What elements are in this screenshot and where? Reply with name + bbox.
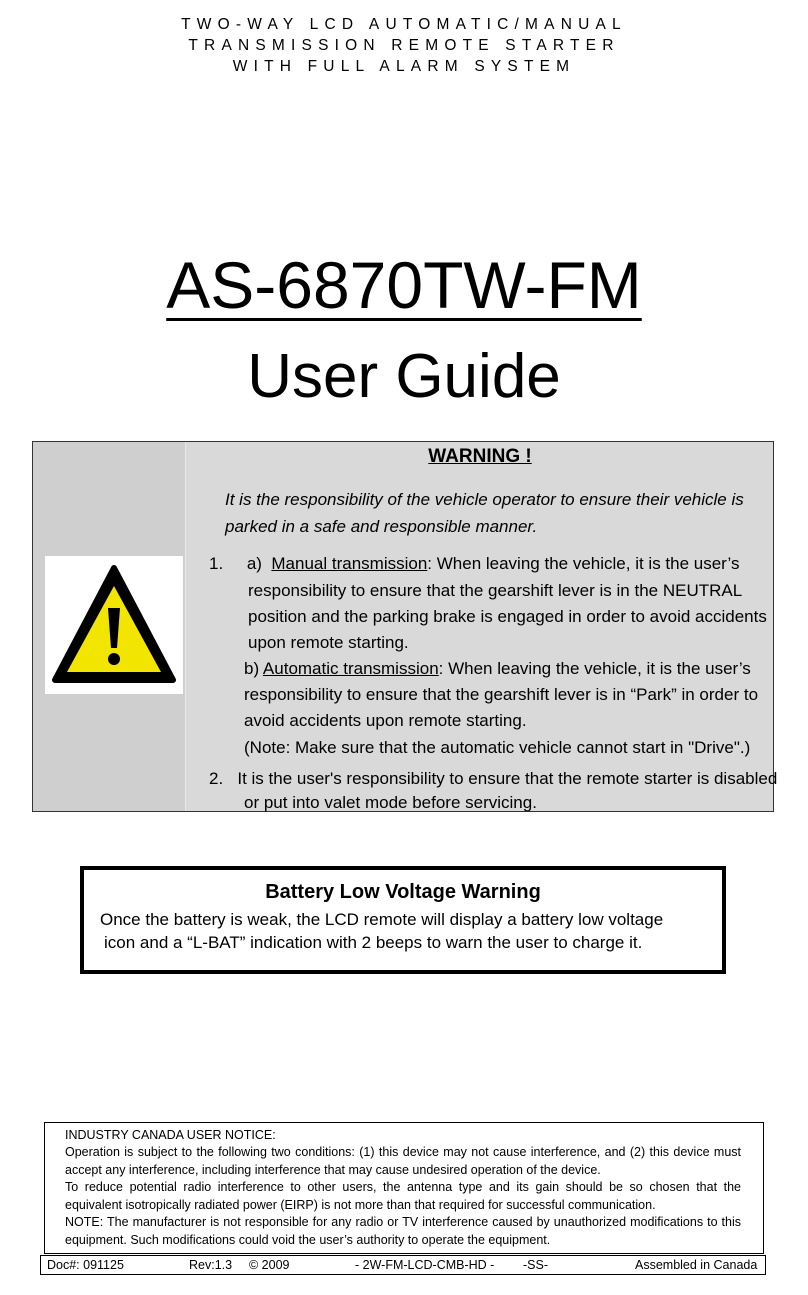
item1b-prefix: b) <box>244 659 260 678</box>
item1-line1 <box>209 550 739 577</box>
item1a-text-4: upon remote starting. <box>248 633 409 652</box>
industry-notice-body <box>65 1144 741 1250</box>
warning-box <box>32 441 778 812</box>
header-line-3: WITH FULL ALARM SYSTEM <box>232 58 576 75</box>
industry-canada-notice <box>44 1122 764 1254</box>
industry-notice-paragraph-1: Operation is subject to the following two conditions: (1) this device may not cause interference, and (2) this device must accept any interference, including interference that may cause undesired operation of the device. <box>65 1145 741 1177</box>
item1-number: 1. <box>209 554 224 573</box>
industry-notice-heading: INDUSTRY CANADA USER NOTICE: <box>65 1128 276 1142</box>
automatic-transmission-label: Automatic transmission <box>262 659 439 678</box>
item1b-line1 <box>244 655 751 682</box>
warning-intro: It is the responsibility of the vehicle operator to ensure their vehicle is parked in a safe and responsible manner. <box>225 490 744 536</box>
document-footer <box>40 1255 766 1275</box>
battery-warning-box <box>80 866 726 974</box>
manual-transmission-label: Manual transmission <box>271 554 428 573</box>
item2-line1 <box>209 765 777 792</box>
item1b-note: (Note: Make sure that the automatic vehicle cannot start in "Drive".) <box>244 738 751 757</box>
document-header <box>0 14 808 77</box>
revision: Rev:1.3 <box>189 1258 233 1272</box>
item1b-text-1: : When leaving the vehicle, it is the user’s <box>438 659 751 678</box>
battery-warning-heading: Battery Low Voltage Warning <box>265 881 541 903</box>
item1a-text-1: : When leaving the vehicle, it is the user’s <box>427 554 740 573</box>
warning-sidebar <box>33 442 186 811</box>
product-code: - 2W-FM-LCD-CMB-HD - <box>355 1258 495 1272</box>
item1a-prefix: a) <box>246 554 262 573</box>
model-title <box>0 246 808 324</box>
item1b-text-2: responsibility to ensure that the gearshift lever is in “Park” in order to <box>244 685 759 704</box>
document-subtitle: User Guide <box>247 342 561 411</box>
item2-number: 2. <box>209 769 224 788</box>
ss-code: -SS- <box>523 1258 548 1272</box>
warning-heading: WARNING ! <box>428 446 532 467</box>
item1a-text-3: position and the parking brake is engaged in order to avoid accidents <box>248 607 767 626</box>
model-number: AS-6870TW-FM <box>166 248 642 322</box>
industry-notice-paragraph-3: NOTE: The manufacturer is not responsible for any radio or TV interference caused by unauthorized modifications to this equipment. Such modifications could void the user’s authority to operate the equipment. <box>65 1215 741 1247</box>
copyright: © 2009 <box>249 1258 290 1272</box>
battery-warning-line2: icon and a “L-BAT” indication with 2 beeps to warn the user to charge it. <box>104 933 643 952</box>
header-line-1: TWO-WAY LCD AUTOMATIC/MANUAL <box>181 16 627 33</box>
battery-warning-line1: Once the battery is weak, the LCD remote will display a battery low voltage <box>100 910 664 929</box>
warning-triangle-icon <box>45 556 183 694</box>
item1a-text-2: responsibility to ensure that the gearshift lever is in the NEUTRAL <box>248 581 743 600</box>
doc-number: Doc#: 091125 <box>47 1258 124 1272</box>
item2-text-1: It is the user's responsibility to ensure that the remote starter is disabled <box>237 769 778 788</box>
header-line-2: TRANSMISSION REMOTE STARTER <box>188 37 620 54</box>
item1b-text-3: avoid accidents upon remote starting. <box>244 711 527 730</box>
assembled-in: Assembled in Canada <box>635 1258 758 1272</box>
item2-text-2: or put into valet mode before servicing. <box>244 793 537 812</box>
industry-notice-paragraph-2: To reduce potential radio interference to other users, the antenna type and its gain should be so chosen that the equivalent isotropically radiated power (EIRP) is not more than that required for successful communication. <box>65 1180 741 1212</box>
